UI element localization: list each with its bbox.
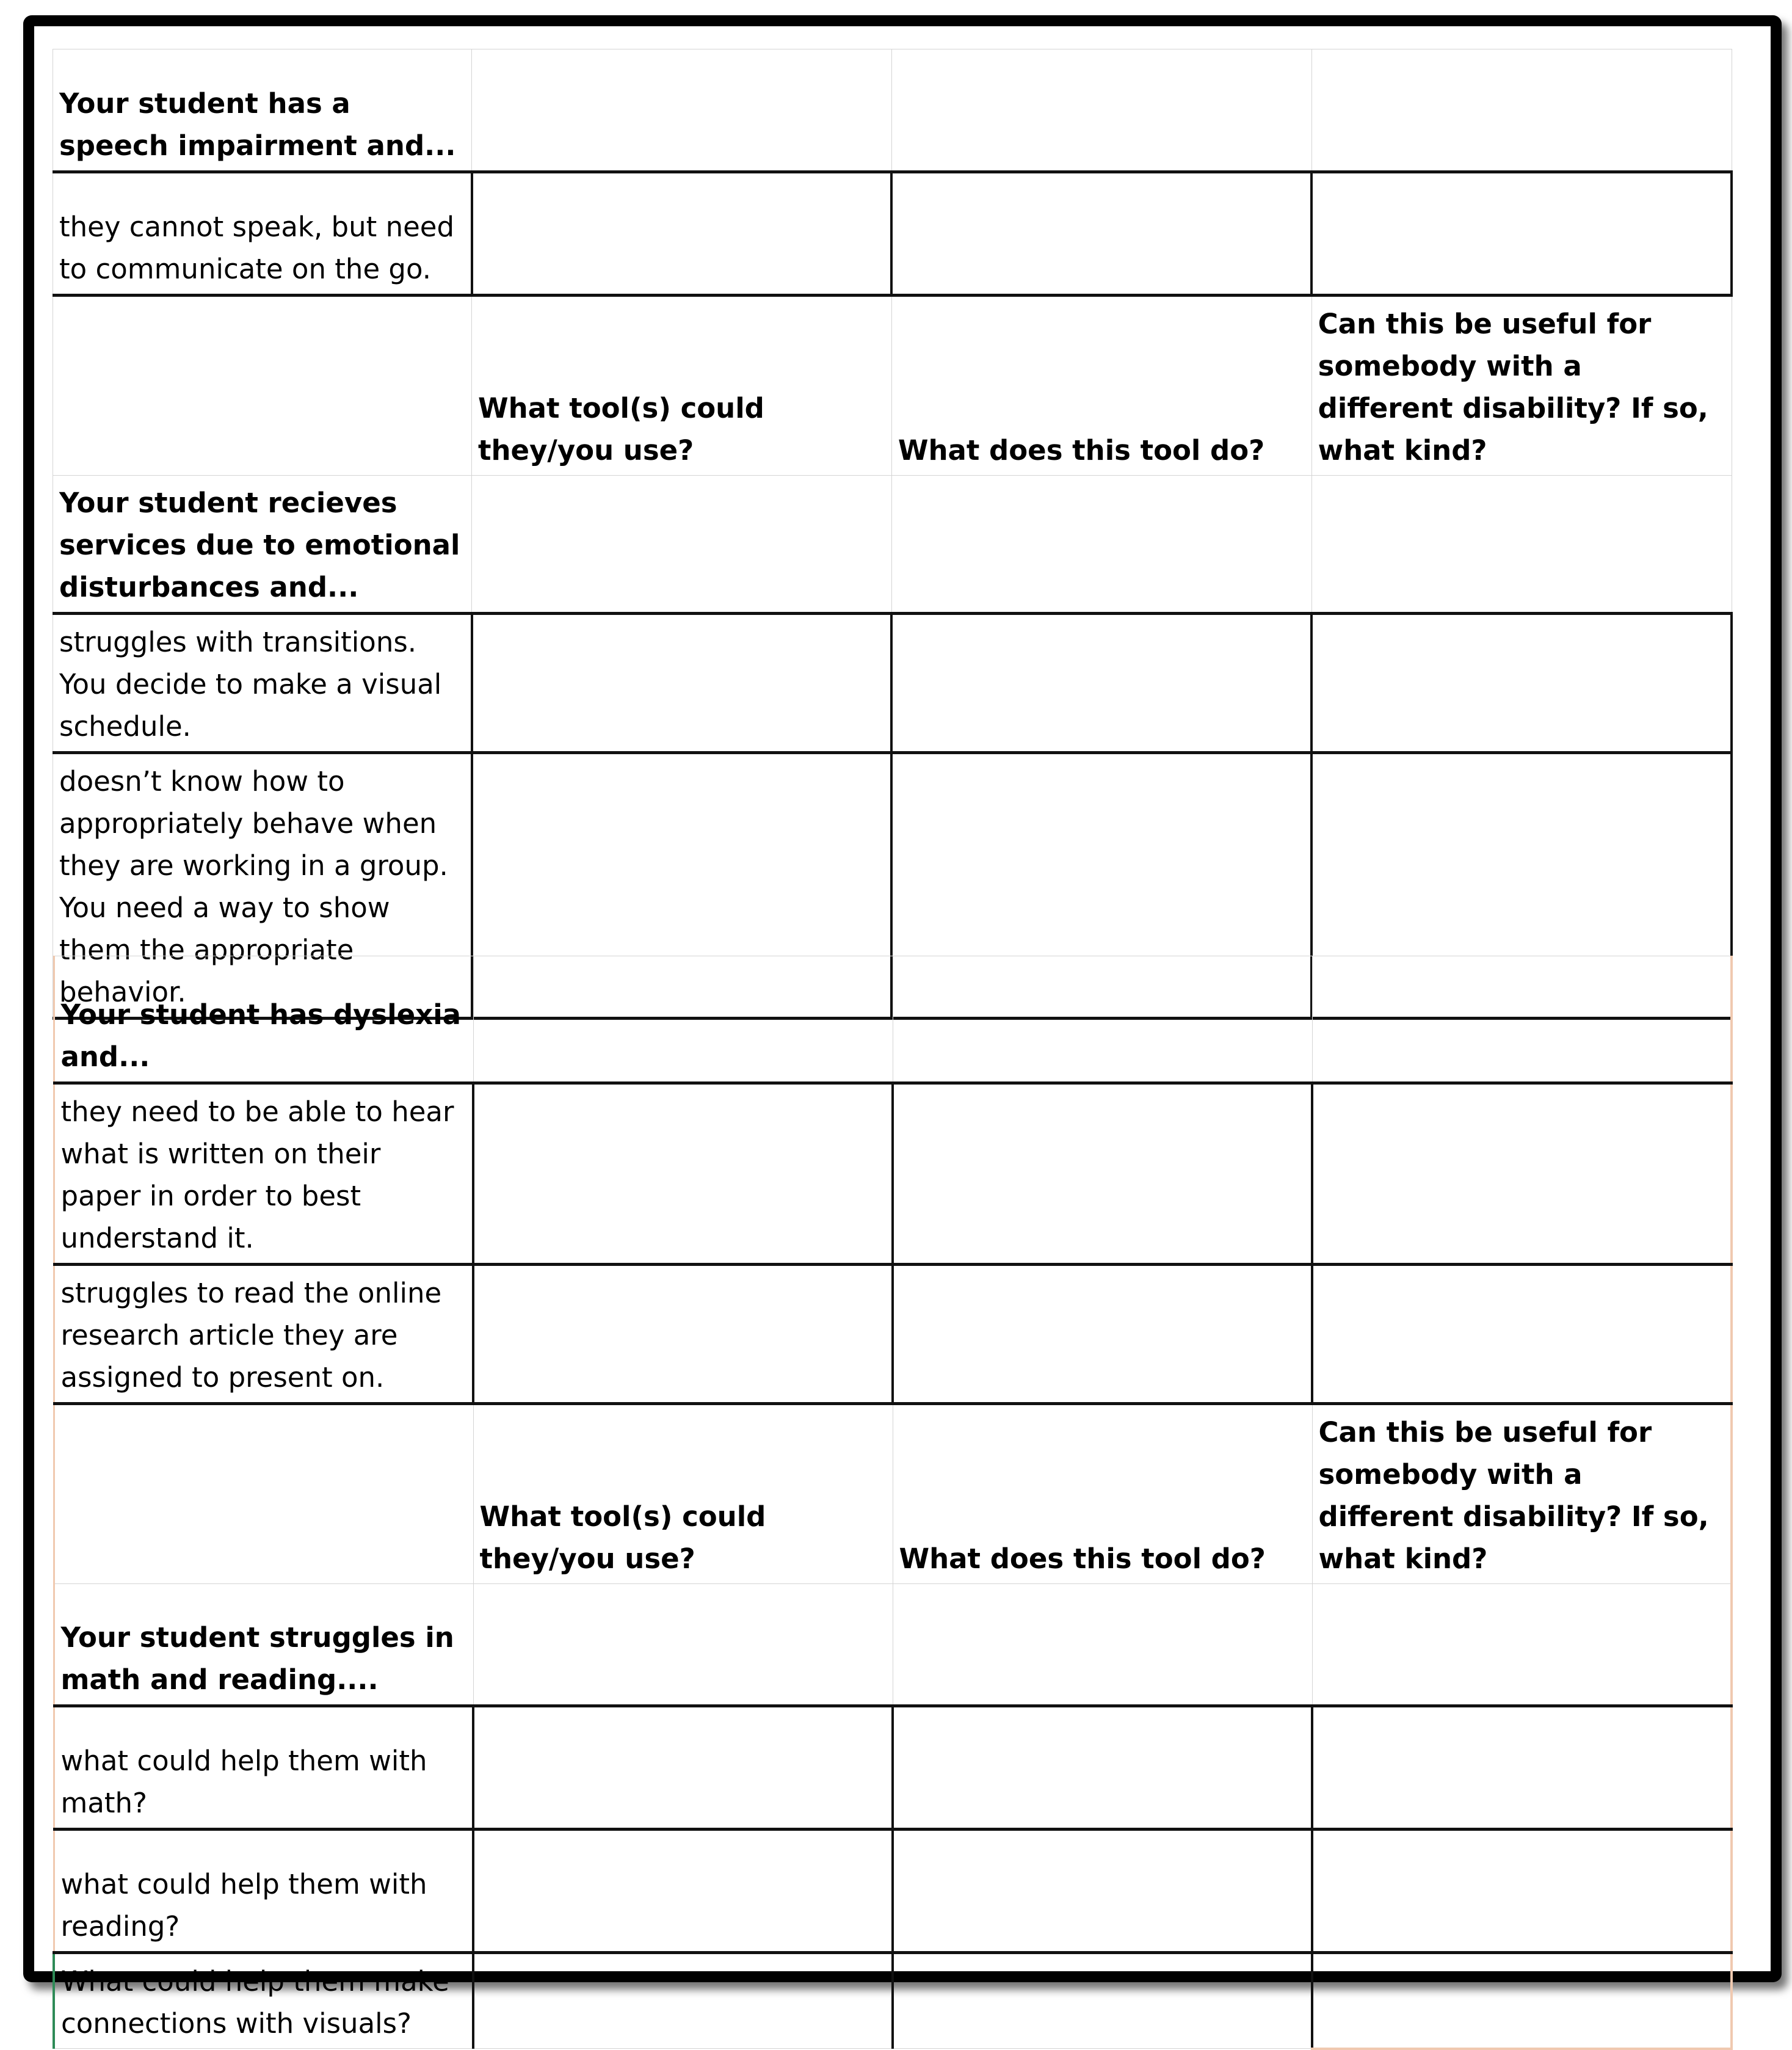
empty-header-cell — [54, 1404, 473, 1584]
function-answer-cell[interactable] — [893, 1706, 1312, 1830]
table-row — [54, 1706, 1732, 1830]
header-other-disability: Can this be useful for somebody with a different disability? If so, what kind? — [1311, 296, 1732, 476]
scenario-cell: they need to be able to hear what is written on their paper in order to best understand it. — [54, 1083, 473, 1265]
function-answer-cell[interactable] — [893, 1265, 1312, 1404]
tool-answer-cell[interactable] — [473, 1706, 893, 1830]
empty-cell[interactable] — [1312, 1584, 1732, 1706]
function-answer-cell[interactable] — [893, 1830, 1312, 1953]
tool-answer-cell[interactable] — [473, 1083, 893, 1265]
tool-answer-cell[interactable] — [473, 1953, 893, 2049]
header-tool-function: What does this tool do? — [893, 1404, 1312, 1584]
function-answer-cell[interactable] — [893, 1083, 1312, 1265]
empty-header-cell — [53, 296, 472, 476]
function-answer-cell[interactable] — [891, 172, 1311, 296]
tool-answer-cell[interactable] — [473, 1265, 893, 1404]
table-row — [54, 1830, 1732, 1953]
header-other-disability: Can this be useful for somebody with a different disability? If so, what kind? — [1312, 1404, 1732, 1584]
worksheet-table-bottom — [53, 956, 1733, 2050]
table-row — [54, 1083, 1732, 1265]
empty-cell[interactable] — [473, 1584, 893, 1706]
worksheet-table-top — [53, 49, 1733, 1020]
empty-cell[interactable] — [472, 49, 892, 172]
scenario-cell: What could help them make connections with visuals? — [54, 1953, 473, 2049]
empty-cell[interactable] — [1311, 476, 1732, 614]
column-header-row — [54, 1404, 1732, 1584]
other-disability-answer-cell[interactable] — [1312, 1830, 1732, 1953]
header-tools: What tool(s) could they/you use? — [473, 1404, 893, 1584]
other-disability-answer-cell[interactable] — [1312, 1953, 1732, 2049]
other-disability-answer-cell[interactable] — [1311, 172, 1732, 296]
dyslexia-heading: Your student has dyslexia and... — [54, 956, 473, 1083]
empty-cell[interactable] — [893, 1584, 1312, 1706]
table-row — [54, 1265, 1732, 1404]
header-tool-function: What does this tool do? — [891, 296, 1311, 476]
empty-cell[interactable] — [893, 956, 1312, 1083]
other-disability-answer-cell[interactable] — [1312, 1706, 1732, 1830]
section-heading-row — [54, 956, 1732, 1083]
tool-answer-cell[interactable] — [472, 172, 892, 296]
header-tools: What tool(s) could they/you use? — [472, 296, 892, 476]
tool-answer-cell[interactable] — [472, 614, 892, 753]
empty-cell[interactable] — [891, 49, 1311, 172]
table-row — [53, 172, 1732, 296]
emotional-disturbances-heading: Your student recieves services due to emotional disturbances and... — [53, 476, 472, 614]
empty-cell[interactable] — [473, 956, 893, 1083]
scenario-cell: they cannot speak, but need to communicate on the go. — [53, 172, 472, 296]
empty-cell[interactable] — [891, 476, 1311, 614]
math-reading-heading: Your student struggles in math and reading.... — [54, 1584, 473, 1706]
table-row — [54, 1953, 1732, 2049]
scenario-cell: struggles to read the online research article they are assigned to present on. — [54, 1265, 473, 1404]
other-disability-answer-cell[interactable] — [1312, 1265, 1732, 1404]
scenario-cell: doesn’t know how to appropriately behave when they are working in a group. You need a way to show them the appropriate behavior. — [53, 753, 472, 1019]
function-answer-cell[interactable] — [891, 614, 1311, 753]
empty-cell[interactable] — [472, 476, 892, 614]
empty-cell[interactable] — [1312, 956, 1732, 1083]
tool-answer-cell[interactable] — [473, 1830, 893, 1953]
scenario-cell: what could help them with math? — [54, 1706, 473, 1830]
scenario-cell: what could help them with reading? — [54, 1830, 473, 1953]
section-heading-row — [53, 49, 1732, 172]
speech-impairment-heading: Your student has a speech impairment and... — [53, 49, 472, 172]
scenario-cell: struggles with transitions. You decide to make a visual schedule. — [53, 614, 472, 753]
other-disability-answer-cell[interactable] — [1312, 1083, 1732, 1265]
section-heading-row — [54, 1584, 1732, 1706]
column-header-row — [53, 296, 1732, 476]
empty-cell[interactable] — [1311, 49, 1732, 172]
table-row — [53, 614, 1732, 753]
function-answer-cell[interactable] — [893, 1953, 1312, 2049]
section-heading-row — [53, 476, 1732, 614]
other-disability-answer-cell[interactable] — [1311, 614, 1732, 753]
